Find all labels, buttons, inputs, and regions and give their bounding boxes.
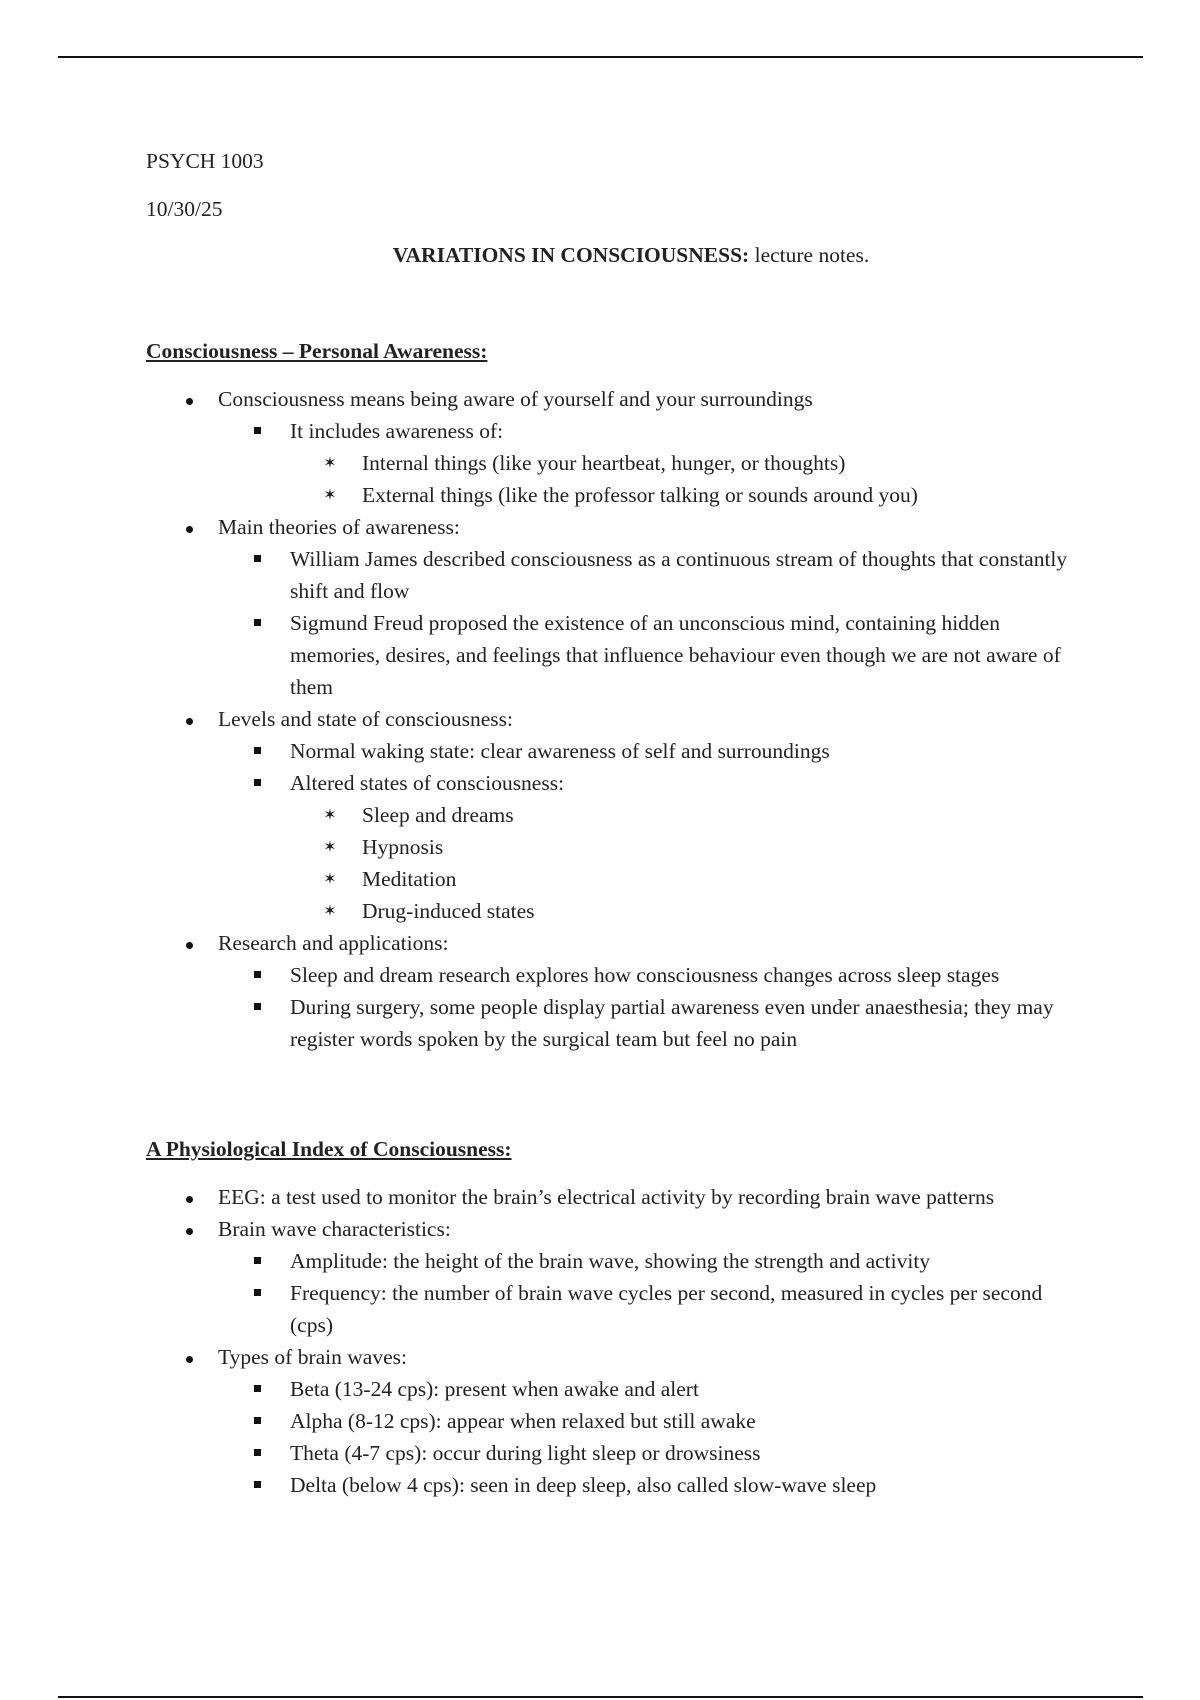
document-title-bold: VARIATIONS IN CONSCIOUSNESS: (392, 243, 750, 267)
document-title (146, 239, 1076, 271)
sub-bullet-list (218, 415, 1076, 511)
document-title-rest: lecture notes. (749, 243, 870, 267)
sub-list-item-text: It includes awareness of: (290, 419, 504, 443)
sub-list-item-text: William James described consciousness as a continuous stream of thoughts that constantly shift and flow (290, 547, 1068, 603)
sub-list-item-text: Sleep and dream research explores how consciousness changes across sleep stages (290, 963, 1000, 987)
sub-list-item-text: Normal waking state: clear awareness of self and surroundings (290, 739, 830, 763)
bullet-star-icon: ✶ (323, 901, 337, 920)
top-rule (58, 56, 1143, 58)
bullet-square-icon (254, 971, 261, 978)
document-date: 10/30/25 (146, 197, 223, 221)
bullet-star-icon: ✶ (323, 485, 337, 504)
list-item-text: Research and applications: (218, 931, 449, 955)
list-item (146, 1181, 1076, 1213)
bullet-dot-icon (182, 1181, 196, 1213)
sub-sub-list-item-text: Meditation (362, 867, 457, 891)
sub-list-item (218, 1405, 1076, 1437)
section-heading-personal-awareness: Consciousness – Personal Awareness: (146, 339, 488, 363)
bullet-square-icon (254, 1003, 261, 1010)
sub-list-item-text: Sigmund Freud proposed the existence of an unconscious mind, containing hidden memories, desires, and feelings that influence behaviour even though we are not aware of them (290, 611, 1061, 699)
sub-list-item-text: Altered states of consciousness: (290, 771, 565, 795)
sub-list-item-text: Frequency: the number of brain wave cycles per second, measured in cycles per second (cps) (290, 1281, 1043, 1337)
list-item-text: Main theories of awareness: (218, 515, 460, 539)
sub-bullet-list (218, 1373, 1076, 1501)
sub-list-item (218, 1437, 1076, 1469)
bullet-dot-icon (182, 1213, 196, 1245)
sub-sub-bullet-list (290, 447, 1076, 511)
sub-list-item (218, 991, 1076, 1055)
bullet-square-icon (254, 1385, 261, 1392)
bullet-star-icon: ✶ (323, 453, 337, 472)
sub-bullet-list (218, 959, 1076, 1055)
course-code: PSYCH 1003 (146, 149, 264, 173)
sub-list-item (218, 735, 1076, 767)
sub-sub-list-item-text: External things (like the professor talking or sounds around you) (362, 483, 918, 507)
bullet-square-icon (254, 1417, 261, 1424)
bullet-square-icon (254, 1257, 261, 1264)
bullet-dot-icon (182, 383, 196, 415)
bullet-list (146, 1181, 1076, 1501)
bullet-square-icon (254, 1481, 261, 1488)
sub-sub-list-item-text: Sleep and dreams (362, 803, 514, 827)
bottom-rule (58, 1696, 1143, 1698)
sub-sub-list-item-text: Internal things (like your heartbeat, hunger, or thoughts) (362, 451, 846, 475)
list-item (146, 703, 1076, 927)
sub-sub-list-item (290, 863, 1076, 895)
sub-list-item (218, 607, 1076, 703)
list-item (146, 511, 1076, 703)
sub-list-item (218, 1373, 1076, 1405)
sub-sub-list-item (290, 895, 1076, 927)
list-item-text: Brain wave characteristics: (218, 1217, 451, 1241)
sub-sub-list-item (290, 799, 1076, 831)
sub-sub-list-item (290, 831, 1076, 863)
sub-bullet-list (218, 543, 1076, 703)
section-heading-physiological-index: A Physiological Index of Consciousness: (146, 1137, 512, 1161)
bullet-star-icon: ✶ (323, 869, 337, 888)
bullet-list (146, 383, 1076, 1055)
list-item (146, 383, 1076, 511)
sub-list-item (218, 959, 1076, 991)
sub-list-item (218, 543, 1076, 607)
bullet-square-icon (254, 427, 261, 434)
bullet-star-icon: ✶ (323, 805, 337, 824)
sub-list-item (218, 1469, 1076, 1501)
sub-list-item-text: Beta (13-24 cps): present when awake and alert (290, 1377, 699, 1401)
list-item-text: Consciousness means being aware of yourself and your surroundings (218, 387, 813, 411)
list-item (146, 927, 1076, 1055)
list-item-text: Types of brain waves: (218, 1345, 407, 1369)
sub-list-item-text: Alpha (8-12 cps): appear when relaxed but still awake (290, 1409, 756, 1433)
list-item-text: EEG: a test used to monitor the brain’s electrical activity by recording brain wave patterns (218, 1185, 995, 1209)
sub-sub-bullet-list (290, 799, 1076, 927)
bullet-dot-icon (182, 703, 196, 735)
document-page (146, 145, 1076, 1501)
sub-sub-list-item-text: Hypnosis (362, 835, 444, 859)
bullet-square-icon (254, 779, 261, 786)
bullet-square-icon (254, 1449, 261, 1456)
sub-list-item-text: During surgery, some people display partial awareness even under anaesthesia; they may register words spoken by the surgical team but feel no pain (290, 995, 1054, 1051)
sub-list-item-text: Theta (4-7 cps): occur during light sleep or drowsiness (290, 1441, 761, 1465)
list-item (146, 1213, 1076, 1341)
bullet-dot-icon (182, 511, 196, 543)
sub-list-item-text: Delta (below 4 cps): seen in deep sleep, also called slow-wave sleep (290, 1473, 877, 1497)
sub-list-item (218, 1245, 1076, 1277)
list-item-text: Levels and state of consciousness: (218, 707, 513, 731)
sub-list-item-text: Amplitude: the height of the brain wave, showing the strength and activity (290, 1249, 931, 1273)
sub-list-item (218, 1277, 1076, 1341)
sub-list-item (218, 767, 1076, 927)
sub-list-item (218, 415, 1076, 511)
bullet-dot-icon (182, 927, 196, 959)
bullet-dot-icon (182, 1341, 196, 1373)
list-item (146, 1341, 1076, 1501)
sub-sub-list-item (290, 447, 1076, 479)
bullet-square-icon (254, 1289, 261, 1296)
bullet-star-icon: ✶ (323, 837, 337, 856)
sub-sub-list-item-text: Drug-induced states (362, 899, 535, 923)
bullet-square-icon (254, 555, 261, 562)
bullet-square-icon (254, 619, 261, 626)
sub-bullet-list (218, 735, 1076, 927)
sub-bullet-list (218, 1245, 1076, 1341)
bullet-square-icon (254, 747, 261, 754)
sub-sub-list-item (290, 479, 1076, 511)
